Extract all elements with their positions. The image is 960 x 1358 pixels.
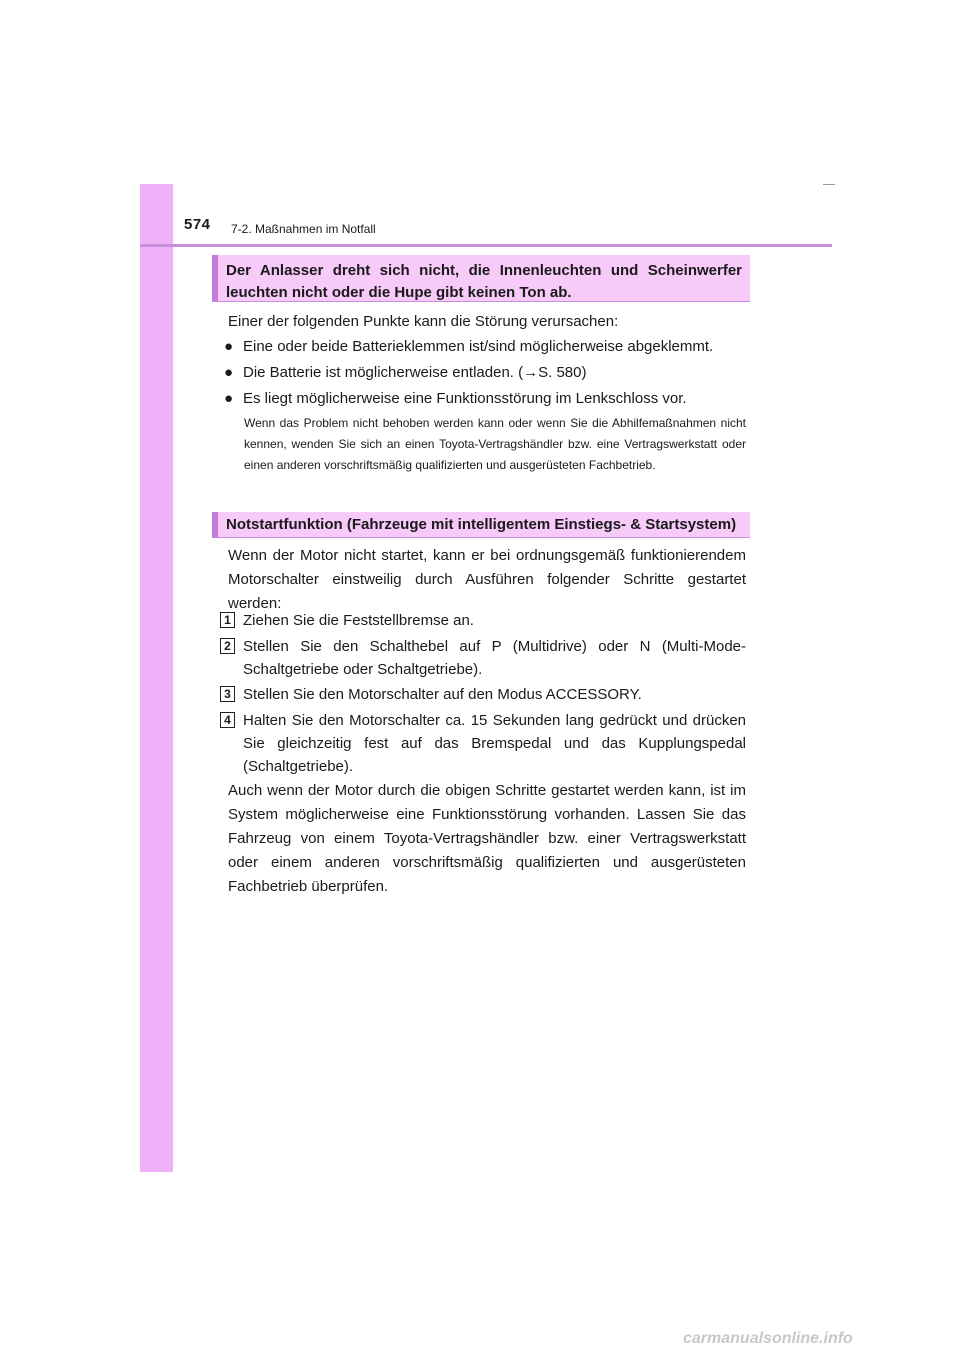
- bullet-text: Es liegt möglicherweise eine Funktionsstörung im Lenkschloss vor.: [243, 390, 687, 407]
- section2-heading: Notstartfunktion (Fahrzeuge mit intelligentem Einstiegs- & Startsystem): [212, 512, 750, 538]
- step-text: Ziehen Sie die Feststellbremse an.: [243, 612, 474, 629]
- step-number: 1: [220, 612, 235, 628]
- step-text: Stellen Sie den Motorschalter auf den Modus ACCESSORY.: [243, 686, 642, 703]
- note-text: Wenn das Problem nicht behoben werden kann oder wenn Sie die Abhilfemaßnahmen nicht kennen, wenden Sie sich an einen Toyota-Vertragshändler bzw. eine Vertragswerkstatt oder einen anderen vorschriftsmäßig qualifizierten und ausgerüsteten Fachbetrieb.: [244, 416, 746, 472]
- section2-intro: Wenn der Motor nicht startet, kann er bei ordnungsgemäß funktionierendem Motorschalter einstweilig durch Ausführen folgender Schritte gestartet werden:: [228, 547, 746, 612]
- step-text: Halten Sie den Motorschalter ca. 15 Sekunden lang gedrückt und drücken Sie gleichzeitig fest auf das Bremspedal und das Kupplungspedal (Schaltgetriebe).: [243, 712, 746, 775]
- bullet-item: [224, 361, 746, 385]
- step-number: 2: [220, 638, 235, 654]
- header-rule: [140, 244, 832, 247]
- bullet-icon: ●: [224, 390, 234, 407]
- chapter-sidebar-tab: [140, 184, 173, 1172]
- step-text: Stellen Sie den Schalthebel auf P (Multidrive) oder N (Multi-Mode-Schaltgetriebe oder Schaltgetriebe).: [243, 638, 746, 678]
- bullet-item: [224, 387, 746, 411]
- bullet-icon: ●: [224, 364, 234, 381]
- section2-outro: Auch wenn der Motor durch die obigen Schritte gestartet werden kann, ist im System möglicherweise eine Funktionsstörung vorhanden. Lassen Sie das Fahrzeug von einem Toyota-Vertragshändler bzw. einer Vertragswerkstatt oder einem anderen vorschriftsmäßig qualifizierten und ausgerüsteten Fachbetrieb überprüfen.: [228, 782, 746, 895]
- section1-heading: Der Anlasser dreht sich nicht, die Innenleuchten und Scheinwerfer leuchten nicht oder die Hupe gibt keinen Ton ab.: [212, 255, 750, 302]
- bullet-text: Eine oder beide Batterieklemmen ist/sind möglicherweise abgeklemmt.: [243, 338, 714, 355]
- bullet-icon: ●: [224, 338, 234, 355]
- page-number: 574: [184, 216, 211, 233]
- bullet-text: Die Batterie ist möglicherweise entladen. (→S. 580): [243, 364, 587, 381]
- section1-intro: Einer der folgenden Punkte kann die Störung verursachen:: [228, 313, 619, 330]
- step-number: 4: [220, 712, 235, 728]
- watermark: carmanualsonline.info: [683, 1330, 853, 1347]
- section-title: 7-2. Maßnahmen im Notfall: [231, 222, 376, 236]
- crop-mark: [823, 184, 835, 185]
- step-number: 3: [220, 686, 235, 702]
- bullet-item: [224, 335, 746, 359]
